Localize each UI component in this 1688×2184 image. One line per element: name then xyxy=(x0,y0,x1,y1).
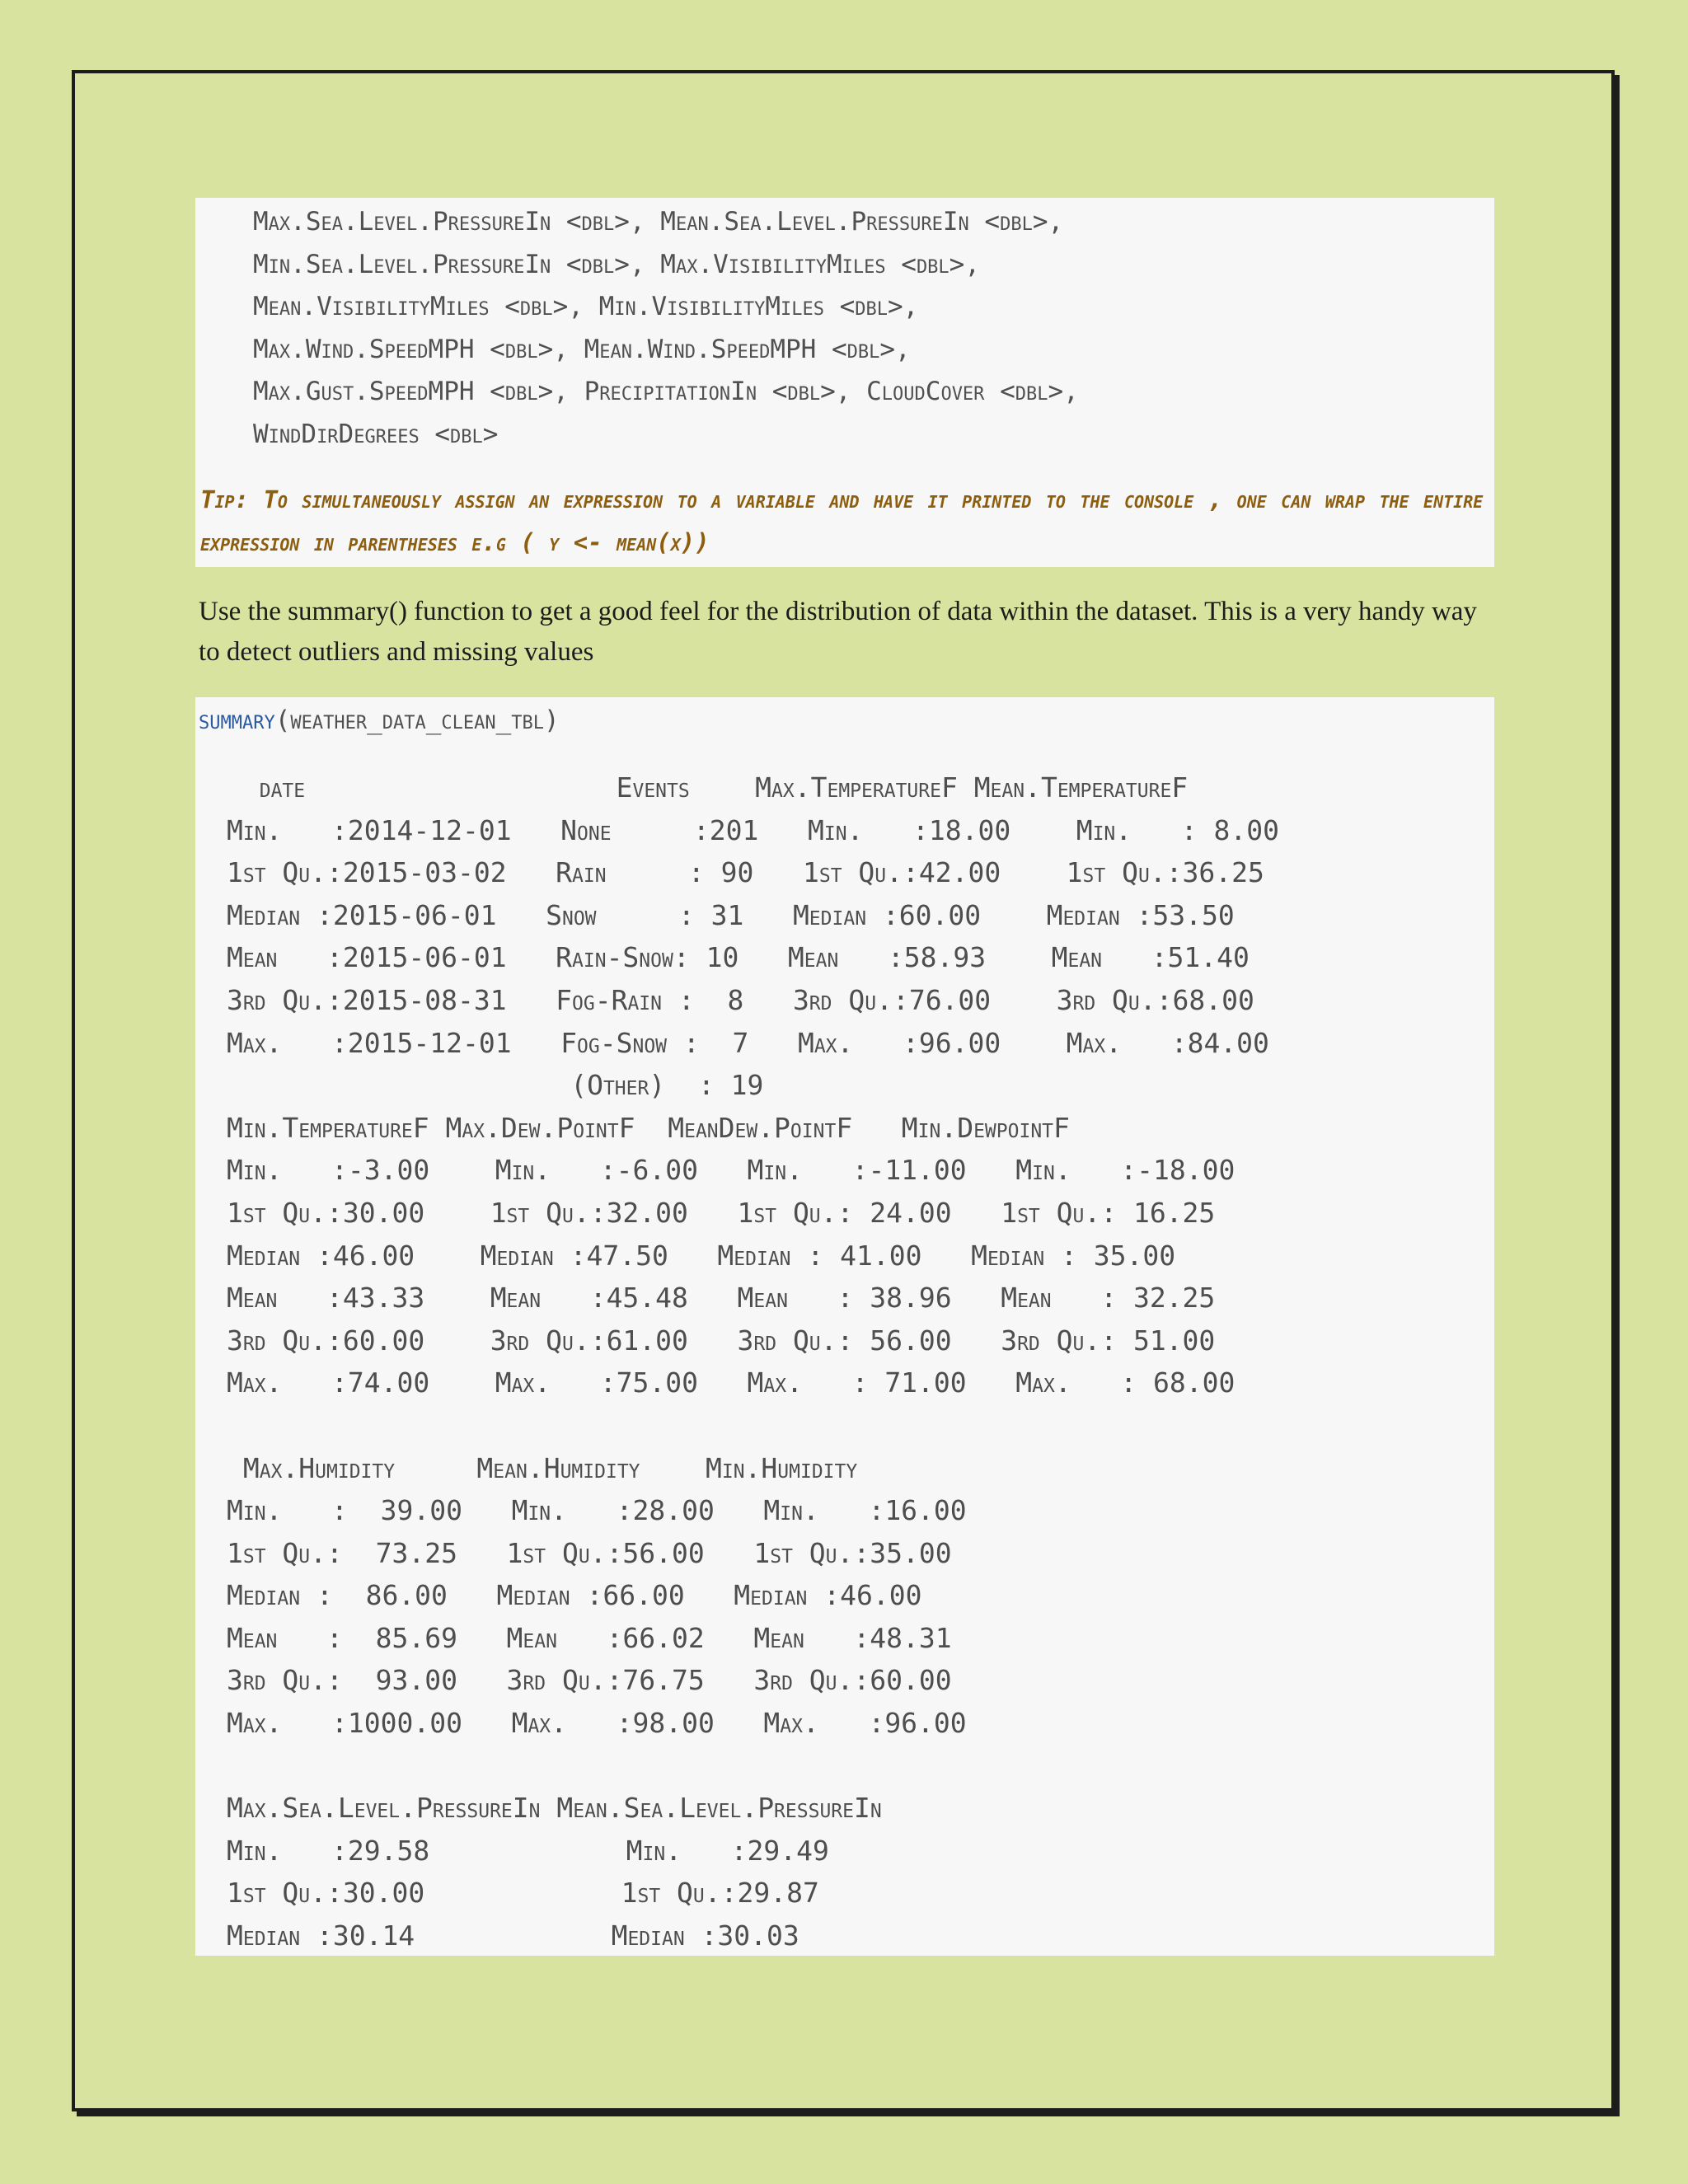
output-line: Min. :2014-12-01 None :201 Min. :18.00 Min. : 8.00 xyxy=(227,813,1279,846)
output-line: Max.Sea.Level.PressureIn Mean.Sea.Level.PressureIn xyxy=(227,1792,882,1825)
output-line: Median :2015-06-01 Snow : 31 Median :60.00 Median :53.50 xyxy=(227,898,1235,931)
column-line: Max.Wind.SpeedMPH <dbl>, Mean.Wind.SpeedMPH <dbl>, xyxy=(253,334,911,364)
column-line: Min.Sea.Level.PressureIn <dbl>, Max.VisibilityMiles <dbl>, xyxy=(253,249,981,279)
output-line: Min.TemperatureF Max.Dew.PointF MeanDew.PointF Min.DewpointF xyxy=(227,1111,1070,1144)
output-line: Max. :74.00 Max. :75.00 Max. : 71.00 Max. : 68.00 xyxy=(227,1366,1236,1399)
summary-output xyxy=(227,766,1279,1957)
function-argument: (weather_data_clean_tbl) xyxy=(274,705,560,735)
code-block-summary xyxy=(195,697,1494,1956)
output-line: Mean : 85.69 Mean :66.02 Mean :48.31 xyxy=(227,1621,952,1654)
function-name: summary xyxy=(199,705,275,735)
output-line: Median :46.00 Median :47.50 Median : 41.00 Median : 35.00 xyxy=(227,1239,1176,1272)
output-line: 3rd Qu.: 93.00 3rd Qu.:76.75 3rd Qu.:60.00 xyxy=(227,1664,952,1697)
output-line: date Events Max.TemperatureF Mean.TemperatureF xyxy=(227,771,1189,804)
output-line: Mean :43.33 Mean :45.48 Mean : 38.96 Mean : 32.25 xyxy=(227,1282,1216,1315)
column-line: WindDirDegrees <dbl> xyxy=(253,419,499,449)
output-line: 1st Qu.:2015-03-02 Rain : 90 1st Qu.:42.00 1st Qu.:36.25 xyxy=(227,856,1264,889)
output-line: Min. :29.58 Min. :29.49 xyxy=(227,1834,829,1867)
code-call xyxy=(199,700,560,741)
output-line: Max.Humidity Mean.Humidity Min.Humidity xyxy=(227,1451,858,1484)
output-line: Min. :-3.00 Min. :-6.00 Min. :-11.00 Min. :-18.00 xyxy=(227,1154,1236,1187)
output-line: Max. :1000.00 Max. :98.00 Max. :96.00 xyxy=(227,1707,967,1740)
tip-callout: Tip: To simultaneously assign an expression to a variable and have it printed to the console , one can wrap the entire expression in parentheses e.g ( y <- mean(x)) xyxy=(200,485,1484,556)
code-block-column-list xyxy=(195,198,1494,567)
column-line: Mean.VisibilityMiles <dbl>, Min.VisibilityMiles <dbl>, xyxy=(253,292,919,321)
output-line: Mean :2015-06-01 Rain-Snow: 10 Mean :58.93 Mean :51.40 xyxy=(227,941,1250,974)
output-line: Max. :2015-12-01 Fog-Snow : 7 Max. :96.00 Max. :84.00 xyxy=(227,1026,1269,1059)
body-paragraph: Use the summary() function to get a good feel for the distribution of data within the dataset. This is a very handy way to detect outliers and missing values xyxy=(199,597,1477,667)
output-line: Median : 86.00 Median :66.00 Median :46.00 xyxy=(227,1579,922,1612)
output-line: 3rd Qu.:2015-08-31 Fog-Rain : 8 3rd Qu.:76.00 3rd Qu.:68.00 xyxy=(227,983,1254,1016)
column-listing xyxy=(253,201,1079,456)
output-line: 1st Qu.:30.00 1st Qu.:29.87 xyxy=(227,1877,819,1910)
output-line: (Other) : 19 xyxy=(227,1069,764,1102)
output-line: 1st Qu.: 73.25 1st Qu.:56.00 1st Qu.:35.00 xyxy=(227,1536,952,1569)
output-line: Min. : 39.00 Min. :28.00 Min. :16.00 xyxy=(227,1494,967,1527)
column-line: Max.Sea.Level.PressureIn <dbl>, Mean.Sea.Level.PressureIn <dbl>, xyxy=(253,207,1064,237)
column-line: Max.Gust.SpeedMPH <dbl>, PrecipitationIn <dbl>, CloudCover <dbl>, xyxy=(253,377,1079,406)
output-line: 3rd Qu.:60.00 3rd Qu.:61.00 3rd Qu.: 56.00 3rd Qu.: 51.00 xyxy=(227,1324,1216,1357)
output-line: Median :30.14 Median :30.03 xyxy=(227,1919,799,1952)
output-line: 1st Qu.:30.00 1st Qu.:32.00 1st Qu.: 24.00 1st Qu.: 16.25 xyxy=(227,1196,1216,1229)
